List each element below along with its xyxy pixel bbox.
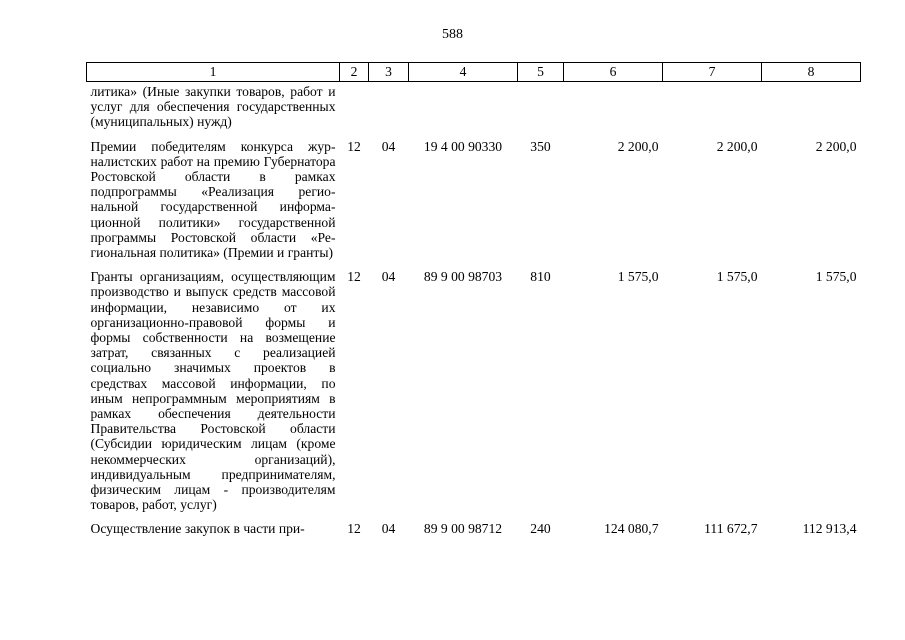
row-subsection: 04 <box>381 269 396 285</box>
column-header-4: 4 <box>409 63 518 82</box>
row-section: 12 <box>347 521 361 537</box>
row-amount-year-1 <box>564 82 663 139</box>
column-header-7: 7 <box>663 63 762 82</box>
row-description: литика» (Иные закупки товаров, работ и услуг для обеспечения государственных (муниципальных) нужд) <box>90 84 336 130</box>
row-amount-year-3: 112 913,4 <box>802 521 857 537</box>
budget-table <box>86 62 861 546</box>
row-description: Премии победителям конкурса журналистских работ на премию Губернатора Ростовской области в рамках подпрограммы «Реализация региональной государственной информационной политики» государственной программы Ростовской области «Региональная политика» (Премии и гранты) <box>90 138 336 261</box>
row-description: Гранты организациям, осуществляющим производство и выпуск средств массовой информации, независимо от их организационно-правовой формы и формы собственности на возмещение затрат, связанных с реализацией социально значимых проектов в средствах массовой информации, по иным непрограммным мероприятиям в рамках обеспечения деятельности Правительства Ростовской области (Субсидии юридическим лицам (кроме некоммерческих организаций), индивидуальным предпринимателям, физическим лицам - производителям товаров, работ, услуг) <box>90 269 336 513</box>
row-amount-year-1: 2 200,0 <box>617 138 659 154</box>
row-amount-year-1: 1 575,0 <box>617 269 659 285</box>
table-row <box>87 139 861 270</box>
row-amount-year-2 <box>663 82 762 139</box>
row-amount-year-2: 111 672,7 <box>704 521 758 537</box>
row-target-article: 19 4 00 90330 <box>423 138 503 154</box>
row-section <box>340 82 369 139</box>
row-target-article <box>409 82 518 139</box>
row-amount-year-3: 1 575,0 <box>815 269 857 285</box>
row-expense-type: 810 <box>530 269 551 285</box>
column-header-1: 1 <box>87 63 340 82</box>
column-header-6: 6 <box>564 63 663 82</box>
row-target-article: 89 9 00 98712 <box>423 521 503 537</box>
row-section: 12 <box>347 138 361 154</box>
table-row <box>87 269 861 521</box>
row-amount-year-1: 124 080,7 <box>604 521 659 537</box>
row-amount-year-2: 1 575,0 <box>716 269 758 285</box>
column-header-5: 5 <box>518 63 564 82</box>
row-subsection <box>369 82 409 139</box>
table-row <box>87 521 861 545</box>
row-amount-year-2: 2 200,0 <box>716 138 758 154</box>
row-section: 12 <box>347 269 361 285</box>
row-subsection: 04 <box>381 138 396 154</box>
row-amount-year-3 <box>762 82 861 139</box>
column-header-2: 2 <box>340 63 369 82</box>
row-target-article: 89 9 00 98703 <box>423 269 503 285</box>
row-expense-type: 240 <box>530 521 551 537</box>
row-amount-year-3: 2 200,0 <box>815 138 857 154</box>
column-header-3: 3 <box>369 63 409 82</box>
row-expense-type <box>518 82 564 139</box>
row-subsection: 04 <box>381 521 396 537</box>
table-row <box>87 82 861 139</box>
row-expense-type: 350 <box>530 138 551 154</box>
column-number-header-row <box>87 63 861 82</box>
column-header-8: 8 <box>762 63 861 82</box>
page-number: 588 <box>442 27 463 42</box>
row-description: Осуществление закупок в части при- <box>90 521 305 537</box>
